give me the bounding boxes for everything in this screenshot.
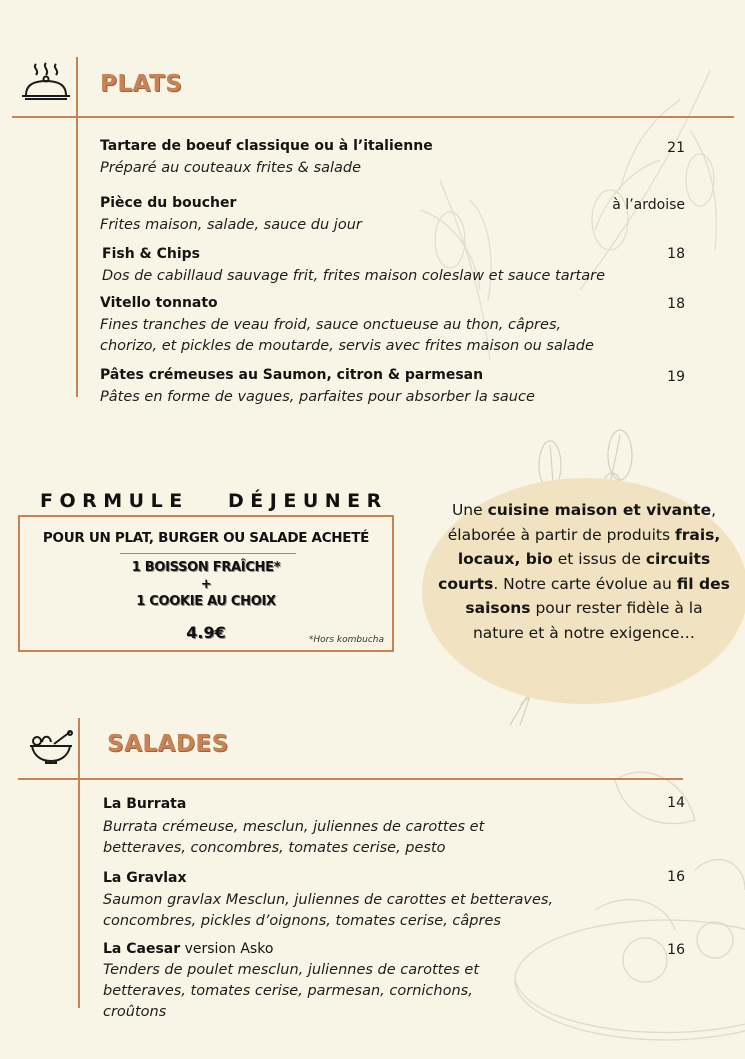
plats-item-price: 19 [667,369,685,385]
formule-drink: 1 BOISSON FRAÎCHE* [131,560,281,575]
plats-item-name: Pâtes crémeuses au Saumon, citron & parmesan [100,367,484,383]
plats-item-desc: Pâtes en forme de vagues, parfaites pour absorber la sauce [100,389,535,405]
salades-item-desc: concombres, pickles d’oignons, tomates cerise, câpres [103,913,501,929]
salades-item-desc: betteraves, tomates cerise, parmesan, cornichons, [103,983,473,999]
plats-item-price: 21 [667,140,685,156]
formule-cookie: 1 COOKIE AU CHOIX [136,594,276,609]
salades-item-desc: Tenders de poulet mesclun, juliennes de carottes et [103,962,480,978]
salades-item-name: La Burrata [103,796,187,812]
salades-item-price: 14 [667,795,685,811]
salades-item-name: La Gravlax [103,870,187,886]
about-text: Une cuisine maison et vivante, élaborée à partir de produits frais, locaux, bio et issus de circuits courts. Notre carte évolue au fil des saisons pour rester fidèle à la nature et à notre exigence… [438,501,730,642]
salades-item-desc: betteraves, concombres, tomates cerise, pesto [103,840,446,856]
plats-item-desc: Préparé au couteaux frites & salade [100,160,362,176]
plats-item-name: Tartare de boeuf classique ou à l’italienne [100,138,433,154]
formule-box [18,515,394,652]
plats-horizontal-divider [12,116,734,118]
salades-item-price: 16 [667,942,685,958]
salades-item-price: 16 [667,869,685,885]
plats-item-name: Vitello tonnato [100,295,218,311]
salades-title: SALADES [107,731,229,757]
formule-note: *Hors kombucha [308,635,384,645]
plats-item-desc: Dos de cabillaud sauvage frit, frites maison coleslaw et sauce tartare [102,268,605,284]
plats-item-desc: Frites maison, salade, sauce du jour [100,217,362,233]
plats-item-name: Fish & Chips [102,246,201,262]
plats-item-desc: Fines tranches de veau froid, sauce onctueuse au thon, câpres, [100,317,562,333]
plats-item-price: 18 [667,296,685,312]
plats-item-price: à l’ardoise [612,197,685,213]
salades-item-desc: Saumon gravlax Mesclun, juliennes de carottes et betteraves, [103,892,554,908]
salad-bowl-icon [28,730,74,764]
plats-item-price: 18 [667,246,685,262]
plats-title: PLATS [100,71,183,97]
salades-item-desc: Burrata crémeuse, mesclun, juliennes de carottes et [103,819,485,835]
plats-vertical-divider [76,57,78,397]
plats-item-name: Pièce du boucher [100,195,237,211]
formule-title: FORMULE DÉJEUNER [40,490,388,512]
salades-item-name: La Caesar version Asko [103,941,274,957]
plats-item-desc: chorizo, et pickles de moutarde, servis avec frites maison ou salade [100,338,594,354]
salades-vertical-divider [78,718,80,1008]
cloche-icon [20,62,72,102]
formule-separator [120,553,296,554]
salades-horizontal-divider [18,778,683,780]
formule-price: 4.9€ [186,623,226,642]
formule-condition: POUR UN PLAT, BURGER OU SALADE ACHETÉ [42,530,370,546]
salades-item-desc: croûtons [103,1004,167,1020]
formule-plus: + [200,577,212,592]
